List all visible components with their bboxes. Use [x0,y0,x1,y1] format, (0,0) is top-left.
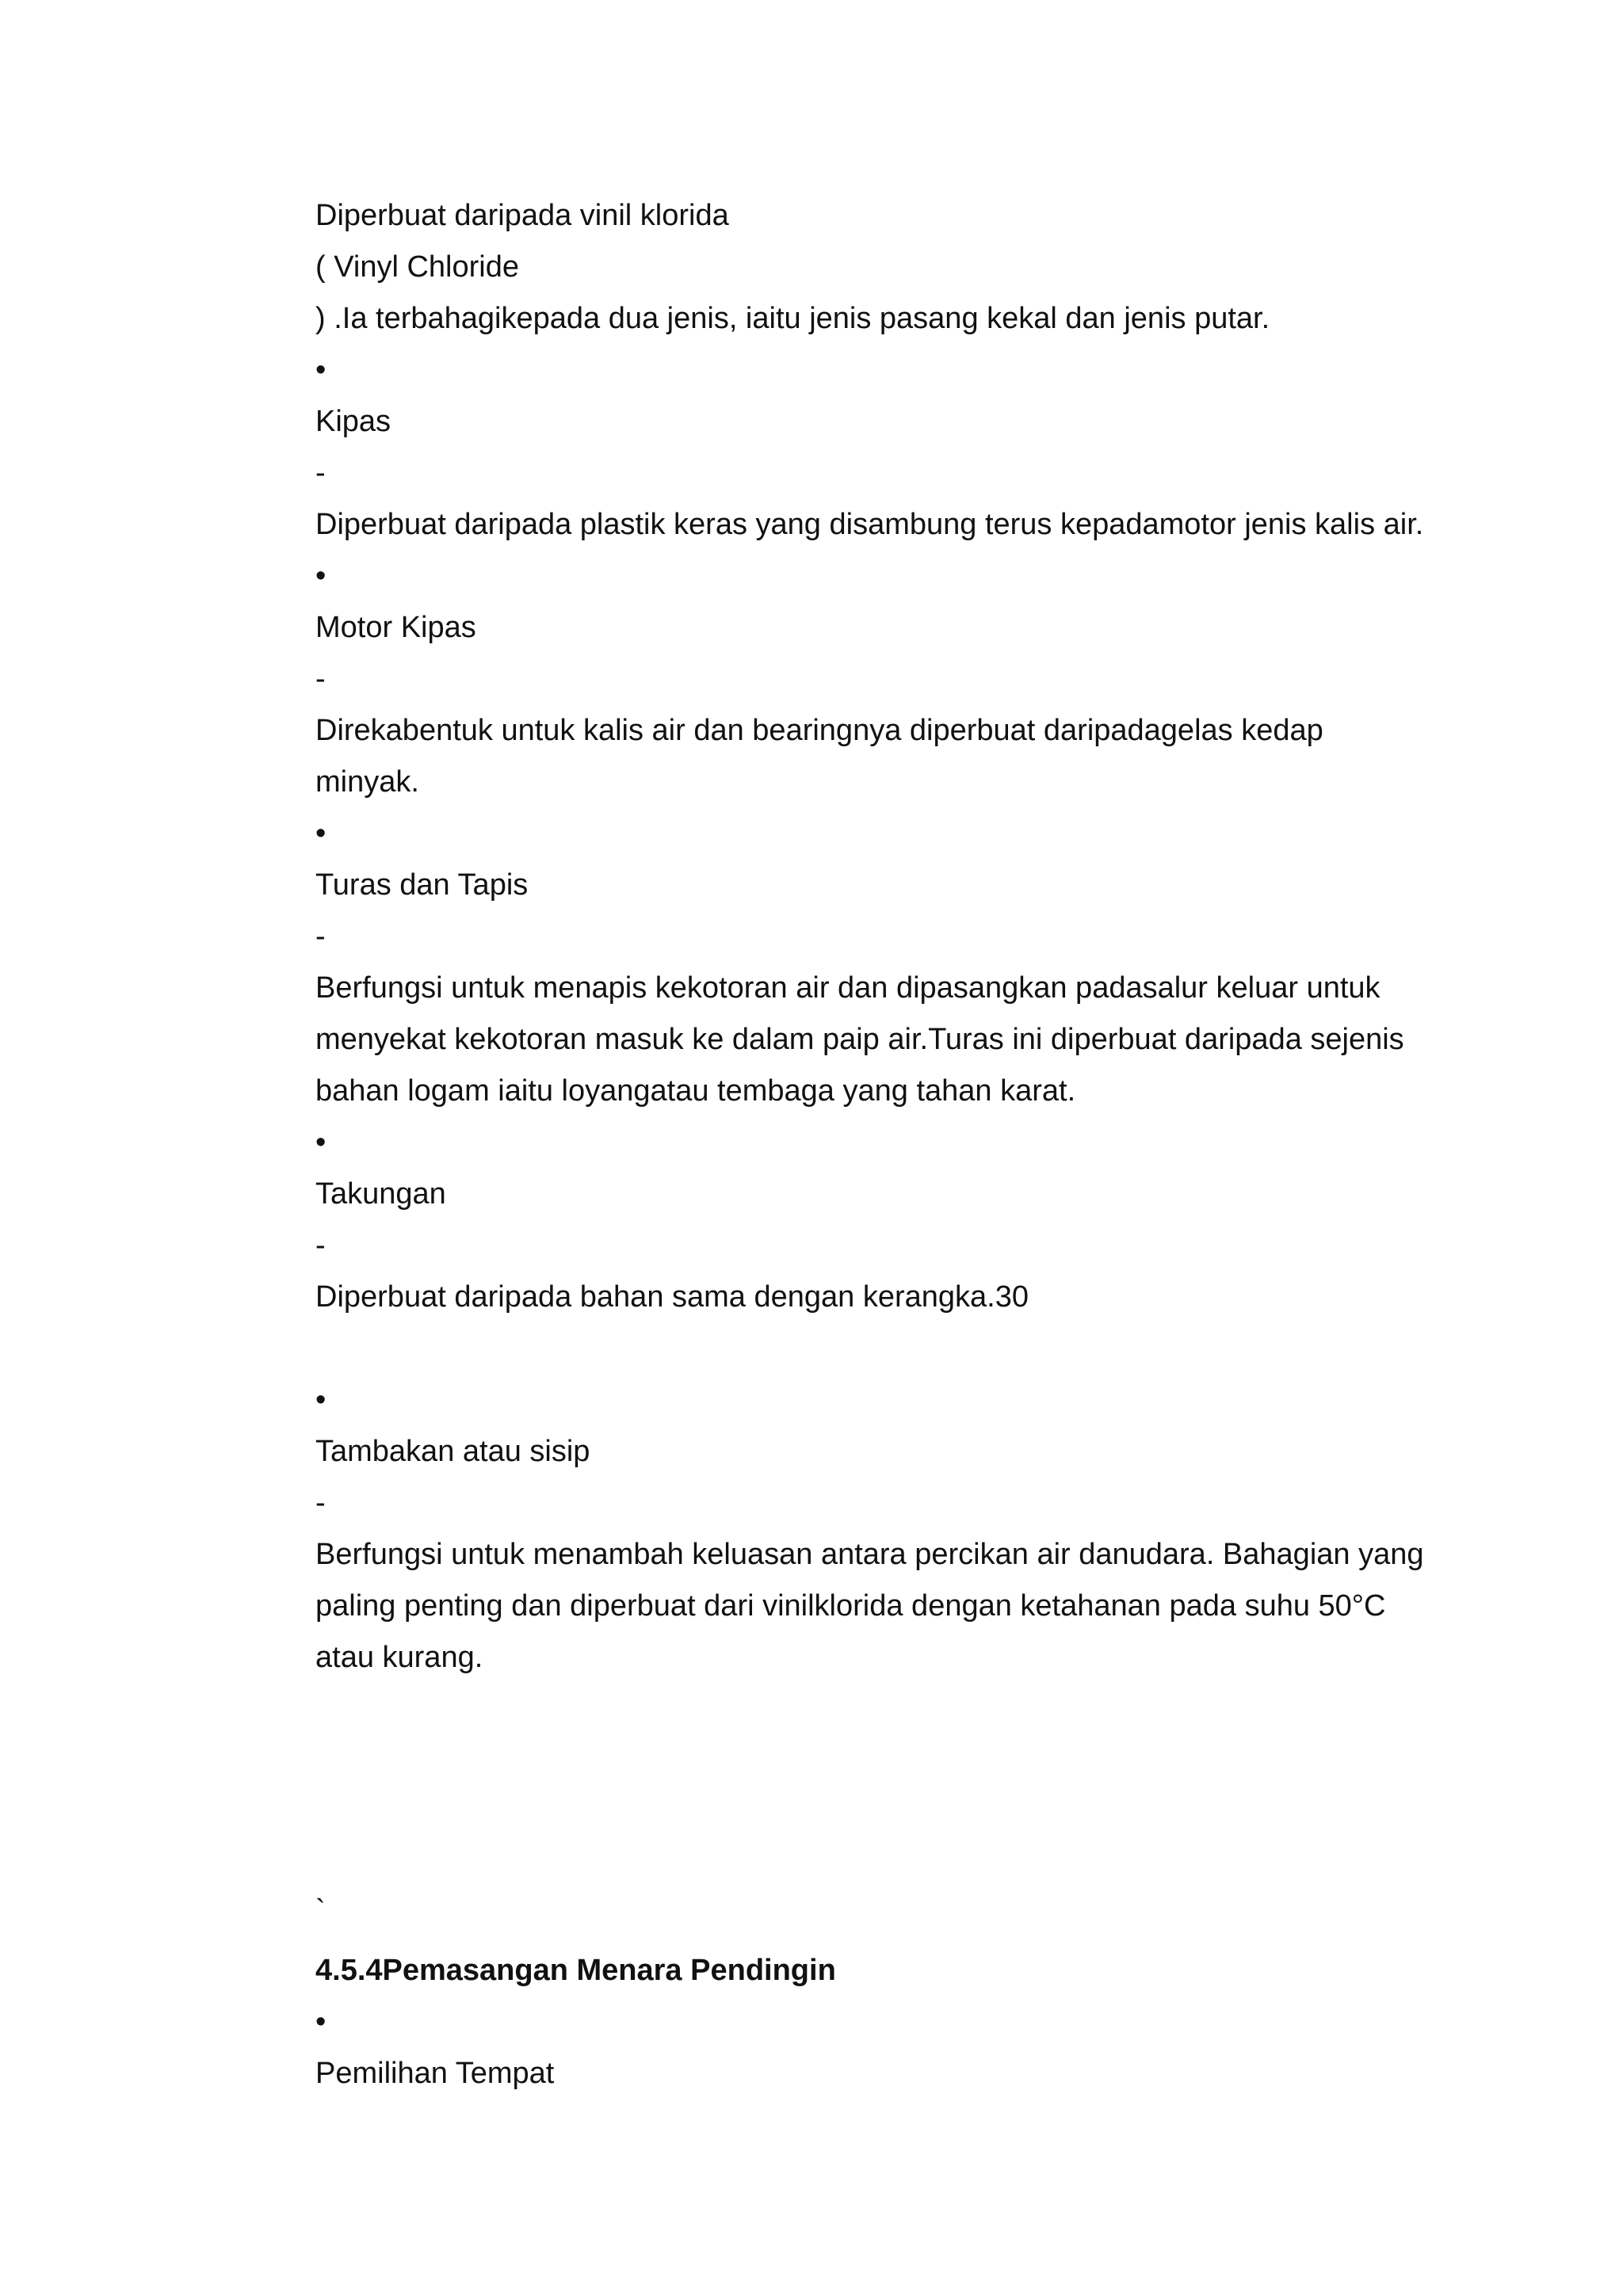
text-line: paling penting dan diperbuat dari vinilklorida dengan ketahanan pada suhu 50°C [315,1589,1386,1623]
dash: - [315,1486,326,1520]
section-heading: 4.5.4Pemasangan Menara Pendingin [315,1954,836,1987]
text-line: Berfungsi untuk menambah keluasan antara percikan air danudara. Bahagian yang [315,1538,1424,1571]
dash: - [315,662,326,696]
item-heading: Tambakan atau sisip [315,1435,590,1468]
text-line: minyak. [315,765,419,799]
bullet: • [315,1126,327,1159]
item-heading: Takungan [315,1177,446,1211]
text-line: atau kurang. [315,1641,483,1674]
text-line: ) .Ia terbahagikepada dua jenis, iaitu jenis pasang kekal dan jenis putar. [315,302,1270,335]
bullet: • [315,817,327,850]
item-heading: Pemilihan Tempat [315,2057,555,2090]
text-line: Direkabentuk untuk kalis air dan bearingnya diperbuat daripadagelas kedap [315,714,1323,747]
text-line: ( Vinyl Chloride [315,250,519,284]
dash: - [315,456,326,490]
text-line: Diperbuat daripada vinil klorida [315,199,729,232]
text-line: Diperbuat daripada plastik keras yang disambung terus kepadamotor jenis kalis air. [315,508,1424,541]
dash: - [315,920,326,953]
item-heading: Motor Kipas [315,611,476,644]
bullet: • [315,2005,327,2039]
stray-mark: ` [315,1894,326,1928]
item-heading: Turas dan Tapis [315,868,529,902]
bullet: • [315,353,327,387]
dash: - [315,1229,326,1262]
text-line: bahan logam iaitu loyangatau tembaga yang tahan karat. [315,1074,1076,1108]
bullet: • [315,559,327,593]
text-line: Berfungsi untuk menapis kekotoran air dan dipasangkan padasalur keluar untuk [315,971,1381,1005]
text-line: menyekat kekotoran masuk ke dalam paip air.Turas ini diperbuat daripada sejenis [315,1023,1404,1056]
bullet: • [315,1383,327,1417]
text-line: Diperbuat daripada bahan sama dengan kerangka.30 [315,1280,1029,1314]
item-heading: Kipas [315,405,391,438]
